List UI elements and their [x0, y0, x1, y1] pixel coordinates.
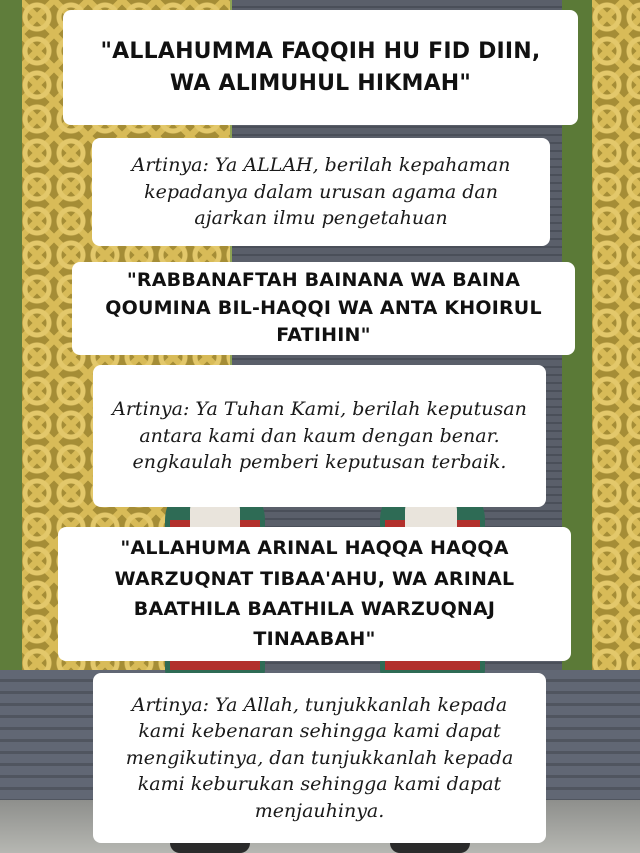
meaning-box-2 — [93, 365, 546, 507]
meaning-text-2: Artinya: Ya Tuhan Kami, berilah keputusan antara kami dan kaum dengan benar. engkaulah pemberi keputusan terbaik. — [112, 398, 527, 474]
meaning-text-1: Artinya: Ya ALLAH, berilah kepahaman kepadanya dalam urusan agama dan ajarkan ilmu pengetahuan — [131, 154, 511, 230]
prayer-box-1 — [63, 10, 578, 125]
prayer-text-2: "RABBANAFTAH BAINANA WA BAINA QOUMINA BIL-HAQQI WA ANTA KHOIRUL FATIHIN" — [105, 269, 542, 347]
meaning-text-3: Artinya: Ya Allah, tunjukkanlah kepada kami kebenaran sehingga kami dapat mengikutinya, dan tunjukkanlah kepada kami keburukan sehingga kami dapat menjauhinya. — [125, 693, 514, 822]
prayer-box-2 — [72, 262, 575, 355]
prayer-box-3 — [58, 527, 571, 661]
meaning-box-3 — [93, 673, 546, 843]
prayer-text-1: "ALLAHUMMA FAQQIH HU FID DIIN, WA ALIMUHUL HIKMAH" — [100, 38, 541, 96]
decorative-lattice-right — [590, 0, 640, 670]
meaning-box-1 — [92, 138, 550, 246]
prayer-text-3: "ALLAHUMA ARINAL HAQQA HAQQA WARZUQNAT TIBAA'AHU, WA ARINAL BAATHILA BAATHILA WARZUQNAJ TINAABAH" — [114, 537, 515, 651]
